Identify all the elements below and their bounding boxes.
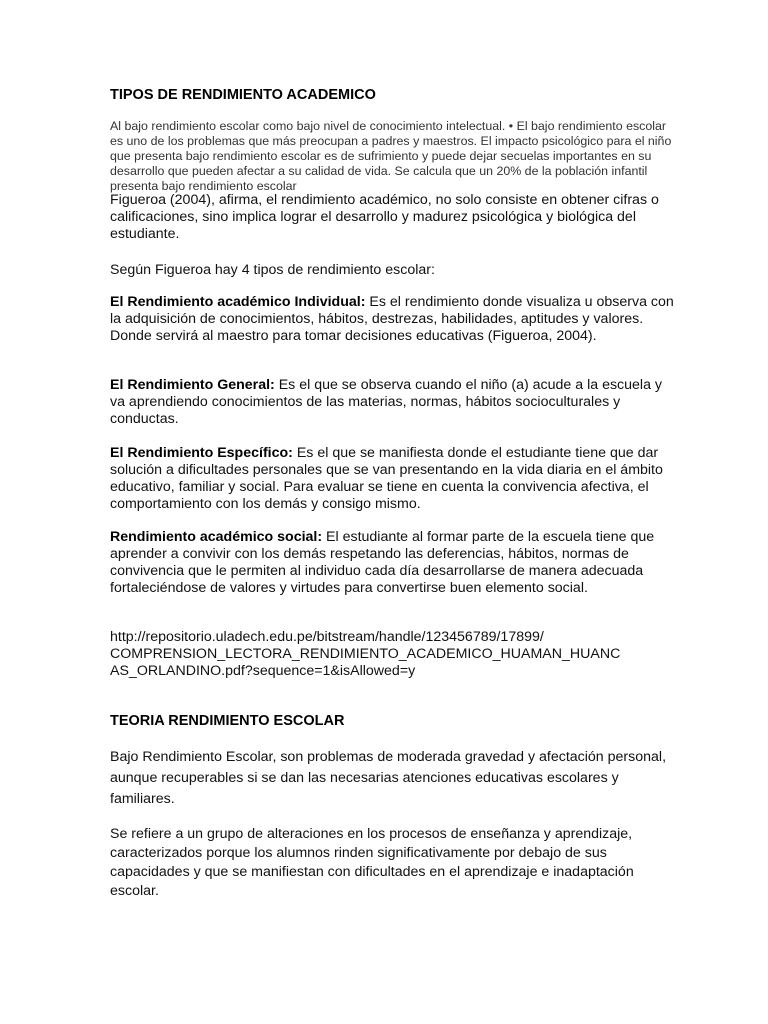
source-url-line-2: COMPRENSION_LECTORA_RENDIMIENTO_ACADEMICO_HUAMAN_HUANC bbox=[110, 646, 621, 662]
type-especifico-term: El Rendimiento Específico: bbox=[110, 445, 293, 461]
se-refiere-paragraph: Se refiere a un grupo de alteraciones en los procesos de enseñanza y aprendizaje, caracterizados porque los alumnos rinden significativamente por debajo de sus capacidades y que se manifiestan con dificultades en el aprendizaje e inadaptación escolar. bbox=[110, 826, 634, 899]
bajo-rendimiento-paragraph: Bajo Rendimiento Escolar, son problemas de moderada gravedad y afectación personal, aunque recuperables si se dan las necesarias atenciones educativas escolares y familiares. bbox=[110, 749, 667, 807]
section-title-teoria: TEORIA RENDIMIENTO ESCOLAR bbox=[110, 713, 345, 729]
type-individual-paragraph bbox=[110, 294, 680, 345]
segun-figueroa-line: Según Figueroa hay 4 tipos de rendimiento escolar: bbox=[110, 262, 435, 278]
type-especifico-text: Es el que se manifiesta donde el estudiante tiene que dar solución a dificultades personales que se van presentando en la vida diaria en el ámbito educativo, familiar y social. Para evaluar se tiene en cuenta la convivencia afectiva, el comportamiento con los demás y consigo mismo. bbox=[110, 445, 663, 512]
type-general-text: Es el que se observa cuando el niño (a) acude a la escuela y va aprendiendo conocimientos de las materias, normas, hábitos socioculturales y conductas. bbox=[110, 377, 663, 427]
intro-small-paragraph: Al bajo rendimiento escolar como bajo nivel de conocimiento intelectual. • El bajo rendimiento escolar es uno de los problemas que más preocupan a padres y maestros. El impacto psicológico para el niño que presenta bajo rendimiento escolar es de sufrimiento y puede dejar secuelas importantes en su desarrollo que pueden afectar a su calidad de vida. Se calcula que un 20% de la población infantil presenta bajo rendimiento escolar bbox=[110, 119, 672, 193]
source-url-line-3: AS_ORLANDINO.pdf?sequence=1&isAllowed=y bbox=[110, 663, 416, 679]
type-social-paragraph bbox=[110, 529, 680, 597]
type-especifico-paragraph bbox=[110, 445, 680, 513]
type-individual-text: Es el rendimiento donde visualiza u observa con la adquisición de conocimientos, hábitos, destrezas, habilidades, aptitudes y valores. Donde servirá al maestro para tomar decisiones educativas (Figueroa, 2004). bbox=[110, 294, 674, 344]
type-general-paragraph bbox=[110, 377, 680, 428]
type-individual-term: El Rendimiento académico Individual: bbox=[110, 294, 366, 310]
source-url bbox=[110, 629, 680, 680]
figueroa-paragraph: Figueroa (2004), afirma, el rendimiento académico, no solo consiste en obtener cifras o calificaciones, sino implica lograr el desarrollo y madurez psicológica y biológica del estudiante. bbox=[110, 192, 659, 242]
section-title-tipos: TIPOS DE RENDIMIENTO ACADEMICO bbox=[110, 87, 376, 103]
type-social-text: El estudiante al formar parte de la escuela tiene que aprender a convivir con los demás respetando las deferencias, hábitos, normas de convivencia que le permiten al individuo cada día desarrollarse de manera adecuada fortaleciéndose de valores y virtudes para convertirse buen elemento social. bbox=[110, 529, 655, 596]
type-general-term: El Rendimiento General: bbox=[110, 377, 275, 393]
type-social-term: Rendimiento académico social: bbox=[110, 529, 323, 545]
source-url-line-1: http://repositorio.uladech.edu.pe/bitstream/handle/123456789/17899/ bbox=[110, 629, 544, 645]
